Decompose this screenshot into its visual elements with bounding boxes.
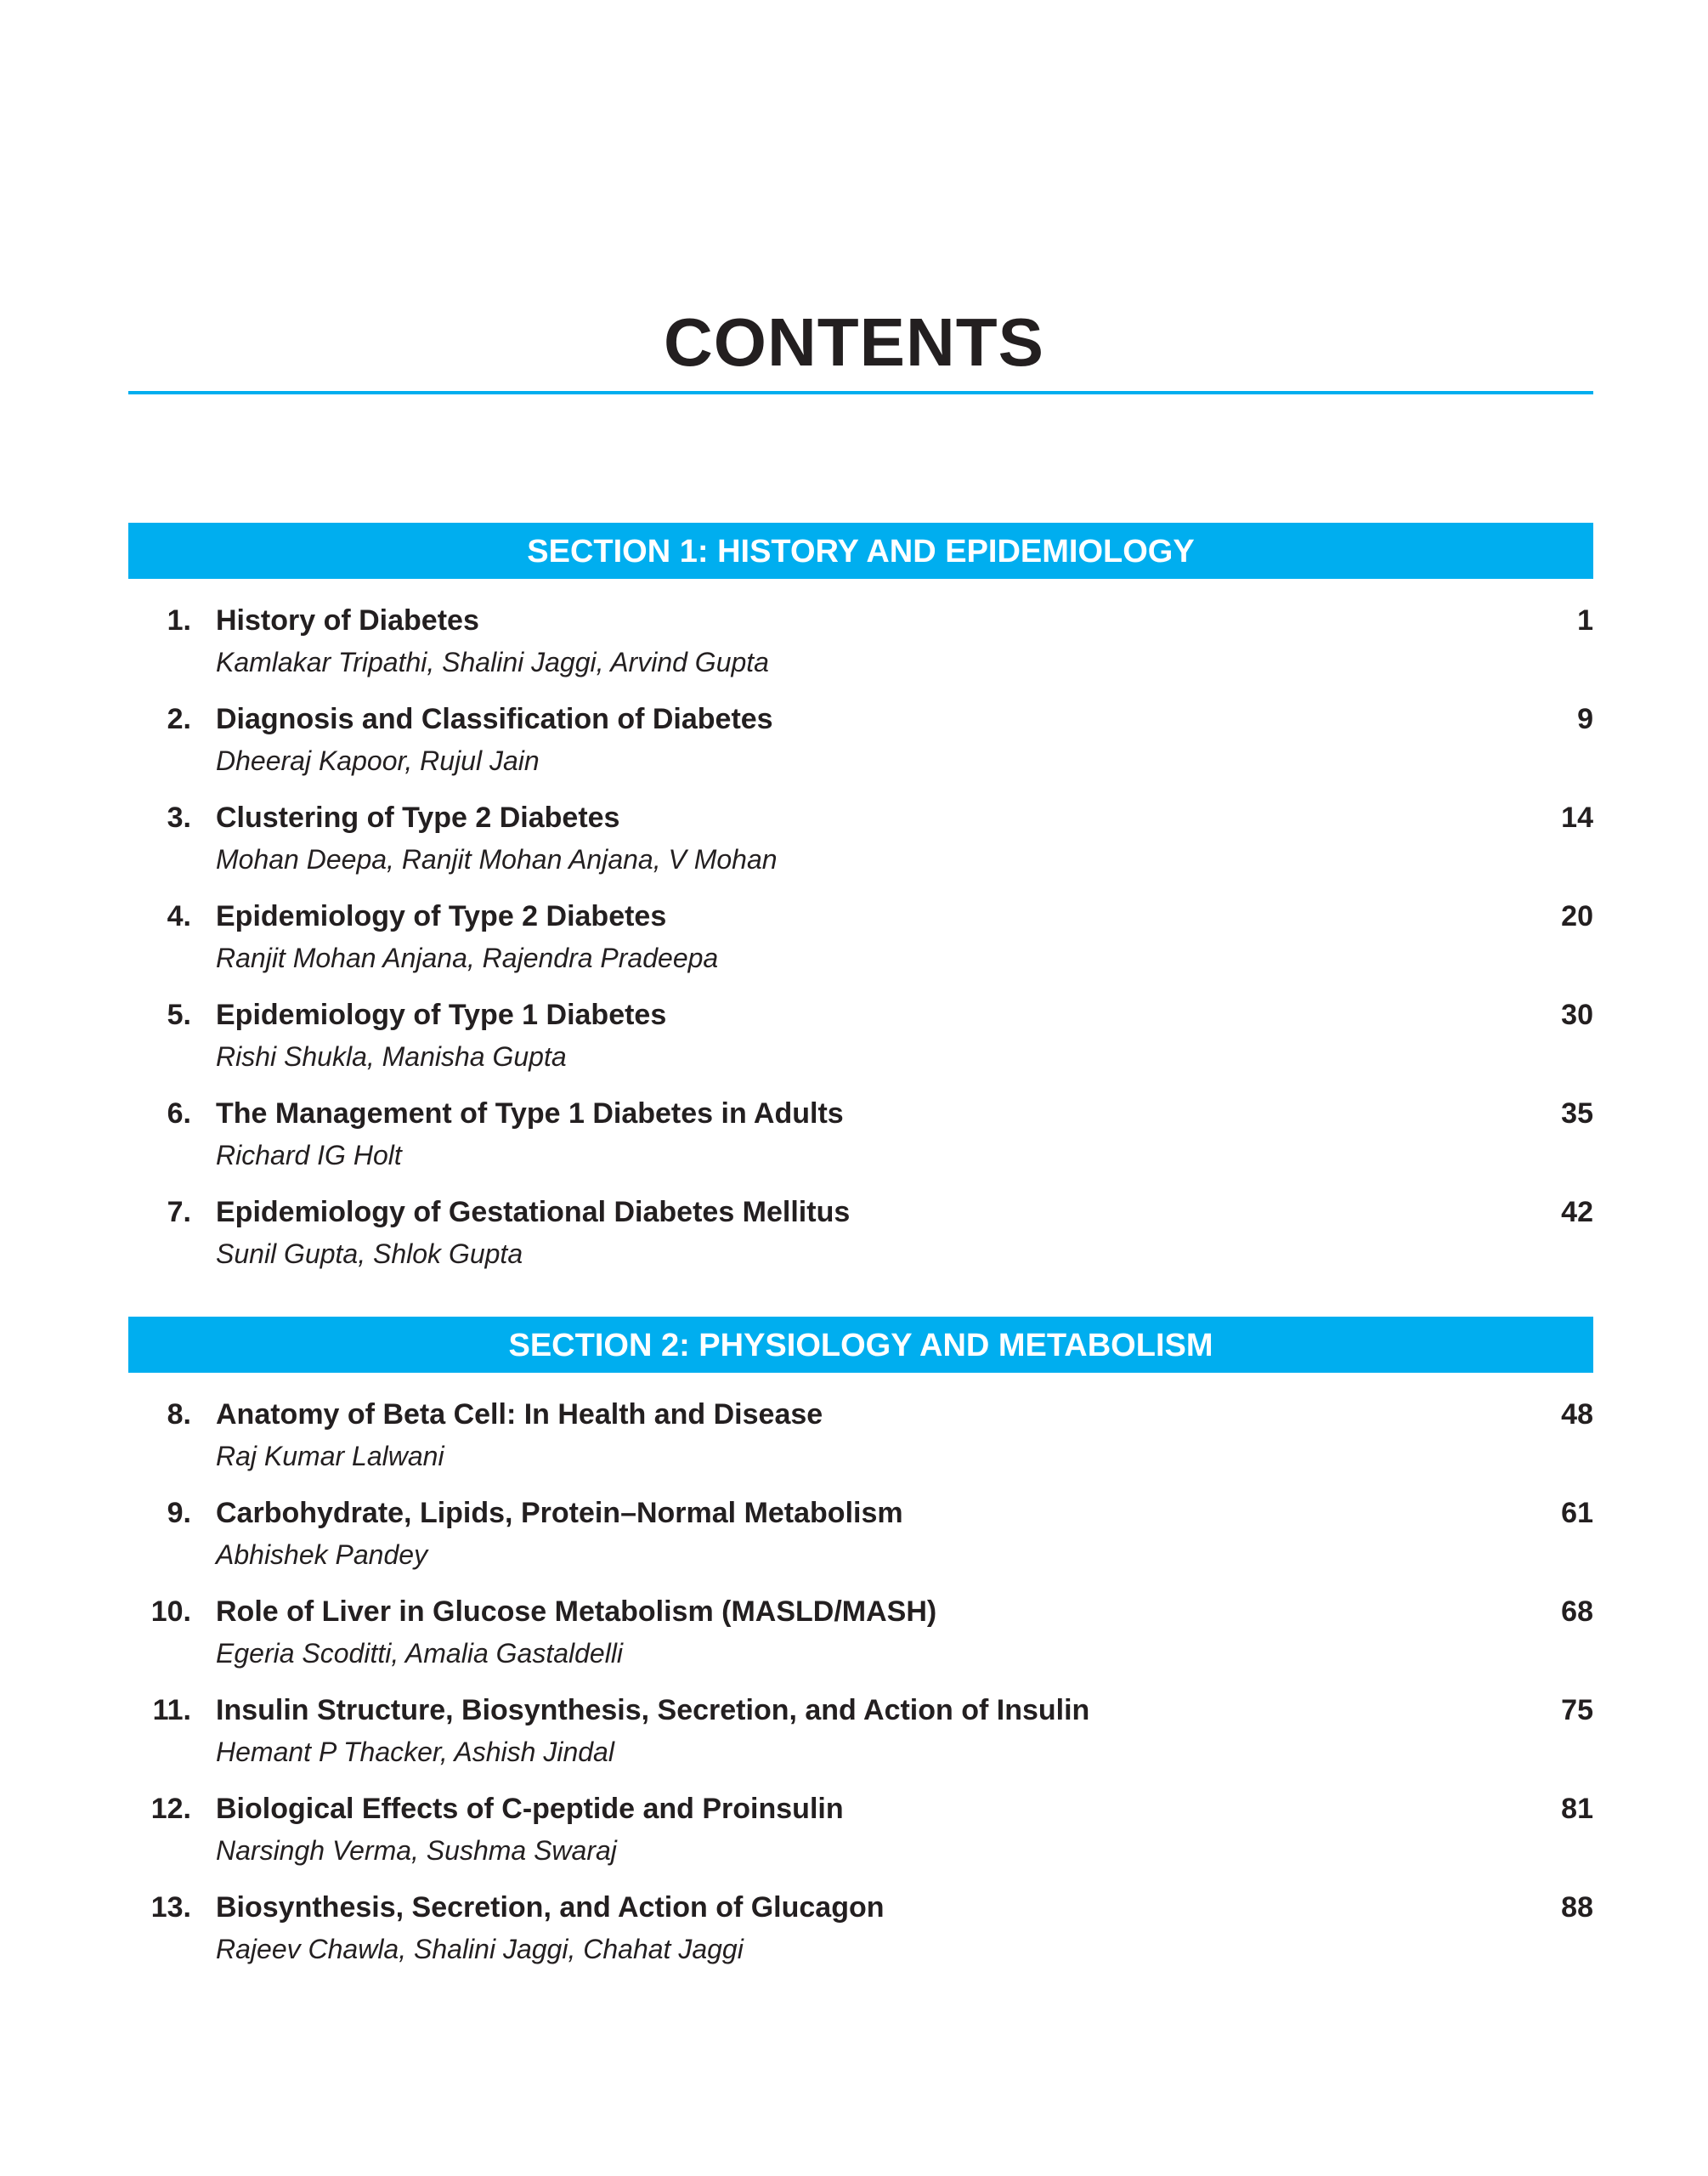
toc-entry[interactable] [128, 1881, 1593, 1980]
toc-entry[interactable] [128, 1585, 1593, 1684]
entry-list [128, 1388, 1593, 1980]
toc-entry[interactable] [128, 791, 1593, 890]
section-1 [128, 523, 1593, 1284]
page-title: CONTENTS [664, 304, 1044, 380]
chapter-number: 8. [167, 1398, 191, 1431]
chapter-authors: Narsingh Verma, Sushma Swaraj [216, 1835, 617, 1866]
page-number[interactable]: 1 [1577, 604, 1593, 637]
chapter-number: 10. [150, 1595, 191, 1628]
page-number[interactable]: 35 [1561, 1097, 1593, 1130]
page-number[interactable]: 75 [1561, 1694, 1593, 1726]
title-divider [128, 391, 1593, 394]
chapter-authors: Rajeev Chawla, Shalini Jaggi, Chahat Jaggi [216, 1934, 744, 1964]
page-number[interactable]: 48 [1561, 1398, 1593, 1431]
chapter-number: 1. [167, 604, 191, 637]
entry-list [128, 594, 1593, 1284]
chapter-authors: Hemant P Thacker, Ashish Jindal [216, 1737, 614, 1767]
toc-entry[interactable] [128, 693, 1593, 791]
toc-entry[interactable] [128, 1684, 1593, 1782]
section-2 [128, 1317, 1593, 1980]
chapter-title[interactable]: Role of Liver in Glucose Metabolism (MASLD/MASH) [216, 1595, 937, 1628]
chapter-title[interactable]: Biosynthesis, Secretion, and Action of Glucagon [216, 1891, 885, 1924]
chapter-number: 13. [150, 1891, 191, 1924]
chapter-title[interactable]: Insulin Structure, Biosynthesis, Secretion, and Action of Insulin [216, 1694, 1090, 1726]
chapter-title[interactable]: Epidemiology of Type 1 Diabetes [216, 999, 667, 1031]
chapter-number: 5. [167, 999, 191, 1031]
toc-entry[interactable] [128, 890, 1593, 989]
page-number[interactable]: 88 [1561, 1891, 1593, 1924]
page-number[interactable]: 20 [1561, 900, 1593, 932]
chapter-authors: Kamlakar Tripathi, Shalini Jaggi, Arvind Gupta [216, 647, 769, 677]
chapter-authors: Ranjit Mohan Anjana, Rajendra Pradeepa [216, 943, 719, 973]
chapter-authors: Raj Kumar Lalwani [216, 1441, 444, 1471]
chapter-number: 3. [167, 802, 191, 834]
chapter-authors: Abhishek Pandey [216, 1539, 428, 1570]
page-number[interactable]: 9 [1577, 703, 1593, 735]
chapter-title[interactable]: The Management of Type 1 Diabetes in Adults [216, 1097, 844, 1130]
chapter-title[interactable]: History of Diabetes [216, 604, 479, 637]
page-number[interactable]: 42 [1561, 1196, 1593, 1228]
chapter-authors: Sunil Gupta, Shlok Gupta [216, 1238, 523, 1269]
chapter-authors: Dheeraj Kapoor, Rujul Jain [216, 745, 540, 776]
chapter-authors: Mohan Deepa, Ranjit Mohan Anjana, V Mohan [216, 844, 778, 875]
toc-entry[interactable] [128, 1388, 1593, 1487]
chapter-authors: Rishi Shukla, Manisha Gupta [216, 1041, 567, 1072]
chapter-authors: Egeria Scoditti, Amalia Gastaldelli [216, 1638, 624, 1669]
page-number[interactable]: 14 [1561, 802, 1593, 834]
toc-entry[interactable] [128, 594, 1593, 693]
page-number[interactable]: 61 [1561, 1497, 1593, 1529]
toc-entry[interactable] [128, 989, 1593, 1087]
chapter-number: 2. [167, 703, 191, 735]
chapter-number: 6. [167, 1097, 191, 1130]
section-heading: SECTION 1: HISTORY AND EPIDEMIOLOGY [128, 523, 1593, 579]
page-number[interactable]: 81 [1561, 1793, 1593, 1825]
chapter-number: 11. [152, 1694, 191, 1726]
chapter-authors: Richard IG Holt [216, 1140, 402, 1170]
chapter-number: 9. [167, 1497, 191, 1529]
chapter-title[interactable]: Clustering of Type 2 Diabetes [216, 802, 620, 834]
page-number[interactable]: 30 [1561, 999, 1593, 1031]
toc-entry[interactable] [128, 1186, 1593, 1284]
toc-entry[interactable] [128, 1782, 1593, 1881]
section-heading: SECTION 2: PHYSIOLOGY AND METABOLISM [128, 1317, 1593, 1373]
chapter-title[interactable]: Epidemiology of Gestational Diabetes Mellitus [216, 1196, 851, 1228]
chapter-number: 4. [167, 900, 191, 932]
chapter-title[interactable]: Carbohydrate, Lipids, Protein–Normal Metabolism [216, 1497, 903, 1529]
page-number[interactable]: 68 [1561, 1595, 1593, 1628]
toc-entry[interactable] [128, 1487, 1593, 1585]
chapter-number: 7. [167, 1196, 191, 1228]
toc-entry[interactable] [128, 1087, 1593, 1186]
chapter-number: 12. [150, 1793, 191, 1825]
chapter-title[interactable]: Diagnosis and Classification of Diabetes [216, 703, 773, 735]
chapter-title[interactable]: Anatomy of Beta Cell: In Health and Disease [216, 1398, 823, 1431]
chapter-title[interactable]: Epidemiology of Type 2 Diabetes [216, 900, 667, 932]
chapter-title[interactable]: Biological Effects of C-peptide and Proinsulin [216, 1793, 844, 1825]
